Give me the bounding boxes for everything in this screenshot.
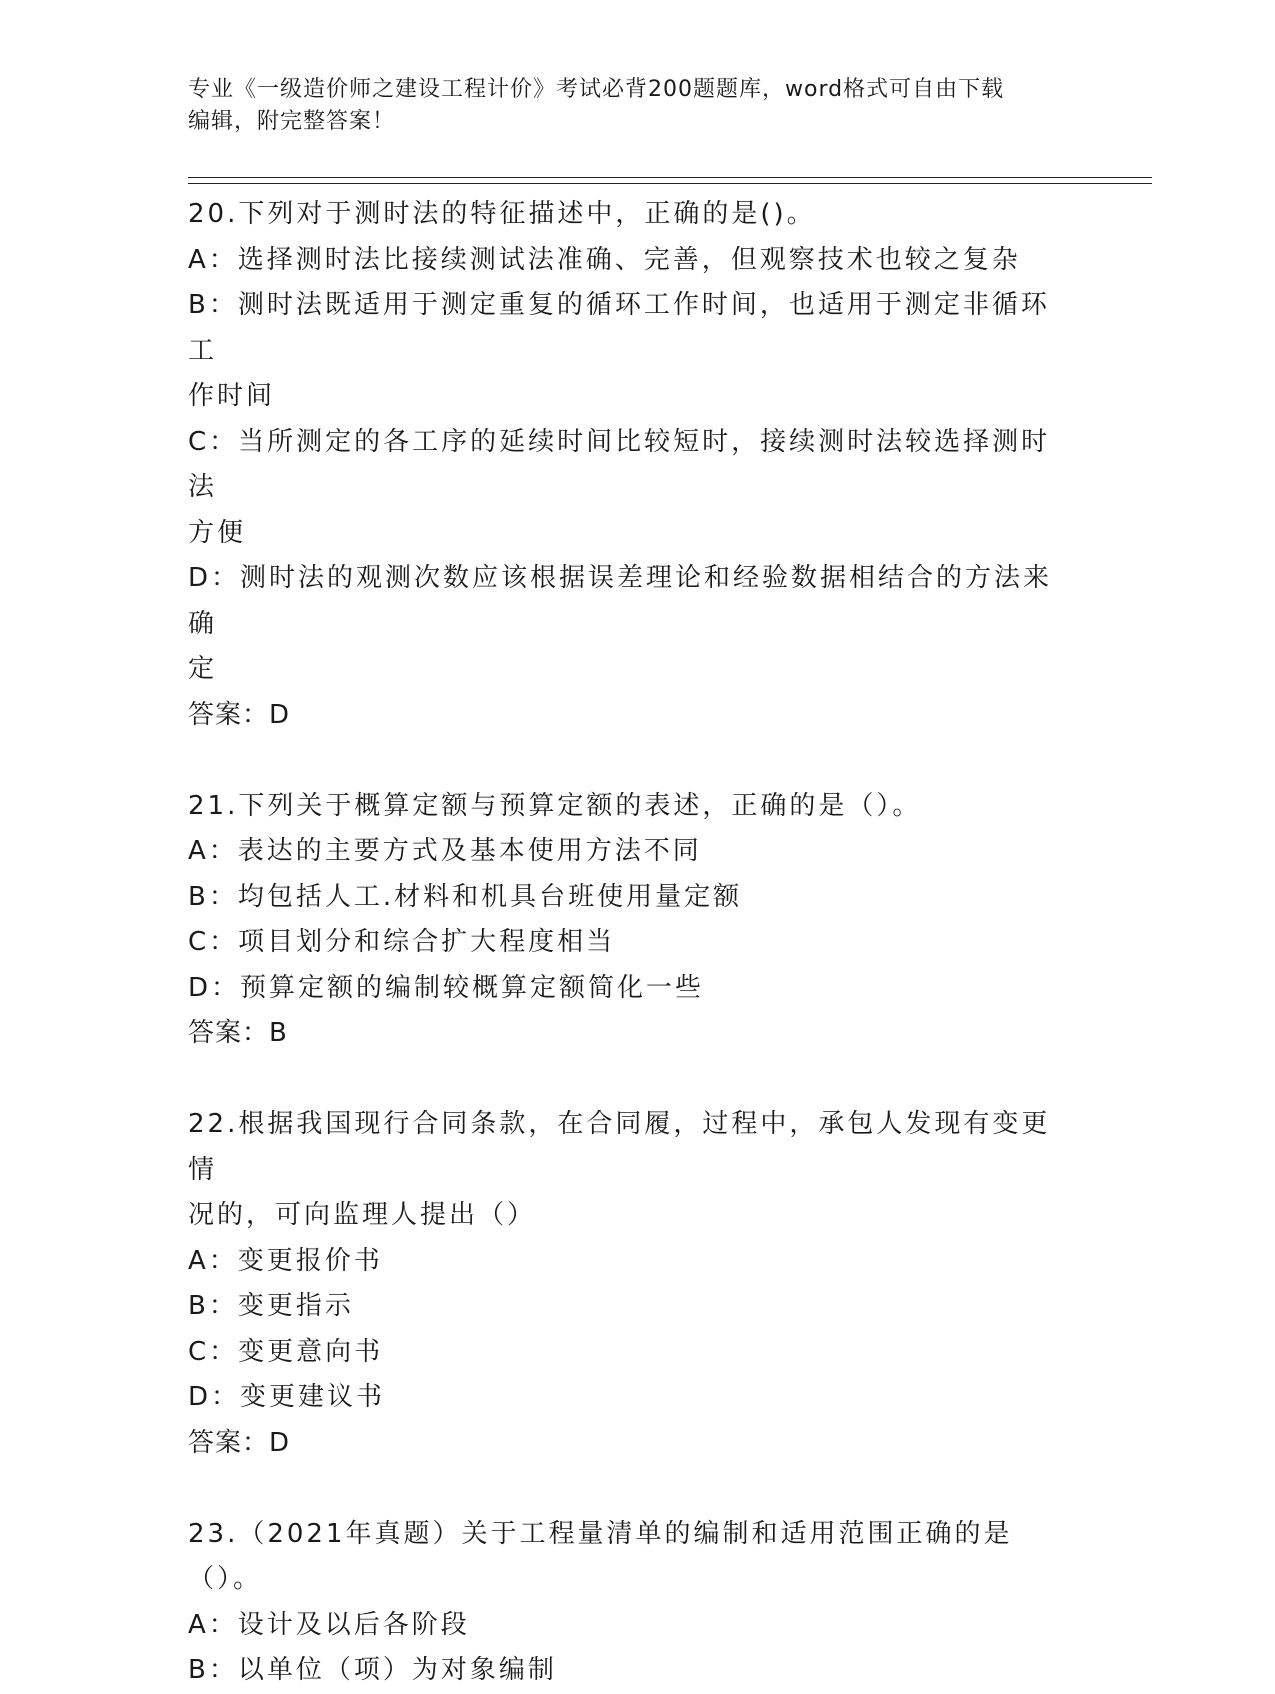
question-stem: 21.下列关于概算定额与预算定额的表述，正确的是（）。 [188,790,922,821]
option-d: D：变更建议书 [188,1382,386,1412]
question-spacer [188,738,1078,784]
header-divider-top [188,177,1152,178]
header-line-2: 编辑，附完整答案！ [188,109,396,134]
option-b: B：以单位（项）为对象编制 [188,1655,557,1685]
option-b: B：变更指示 [188,1291,354,1321]
question-spacer [188,1466,1078,1512]
option-b [188,283,1078,420]
option-a [188,238,1078,284]
question-stem: 20.下列对于测时法的特征描述中，正确的是()。 [188,199,816,229]
question-21 [188,784,1078,1057]
option-a: A：表达的主要方式及基本使用方法不同 [188,836,702,866]
question-20 [188,192,1078,738]
header-divider-bottom [188,183,1152,184]
question-stem-continued: 况的，可向监理人提出（） [188,1200,537,1230]
option-d [188,556,1078,693]
question-stem: 22.根据我国现行合同条款，在合同履，过程中，承包人发现有变更情 [188,1109,1051,1185]
option-c [188,420,1078,557]
header-line-1: 专业《一级造价师之建设工程计价》考试必背200题题库，word格式可自由下载 [188,77,1005,102]
question-spacer [188,1057,1078,1103]
question-list [188,192,1078,1694]
option-c: C：项目划分和综合扩大程度相当 [188,927,616,957]
document-header [188,74,1068,138]
option-a: A：变更报价书 [188,1245,383,1276]
question-23 [188,1512,1078,1694]
option-text: C：当所测定的各工序的延续时间比较短时，接续测时法较选择测时法 [188,426,1051,502]
option-text: B：测时法既适用于测定重复的循环工作时间，也适用于测定非循环工 [188,290,1050,366]
option-text: D：测时法的观测次数应该根据误差理论和经验数据相结合的方法来确 [188,563,1053,639]
question-stem: 23.（2021年真题）关于工程量清单的编制和适用范围正确的是（）。 [188,1518,1013,1594]
answer-line: 答案：D [188,699,291,730]
option-text-continued: 方便 [188,517,247,548]
option-text-continued: 作时间 [188,381,276,411]
option-a: A：设计及以后各阶段 [188,1609,470,1640]
answer-line: 答案：B [188,1018,288,1048]
option-b: B：均包括人工.材料和机具台班使用量定额 [188,881,743,912]
answer-line: 答案：D [188,1427,291,1458]
option-c: C：变更意向书 [188,1336,384,1367]
question-22 [188,1102,1078,1466]
option-text-continued: 定 [188,654,218,684]
option-text: A：选择测时法比接续测试法准确、完善，但观察技术也较之复杂 [188,244,1021,275]
option-d: D：预算定额的编制较概算定额简化一些 [188,972,705,1003]
